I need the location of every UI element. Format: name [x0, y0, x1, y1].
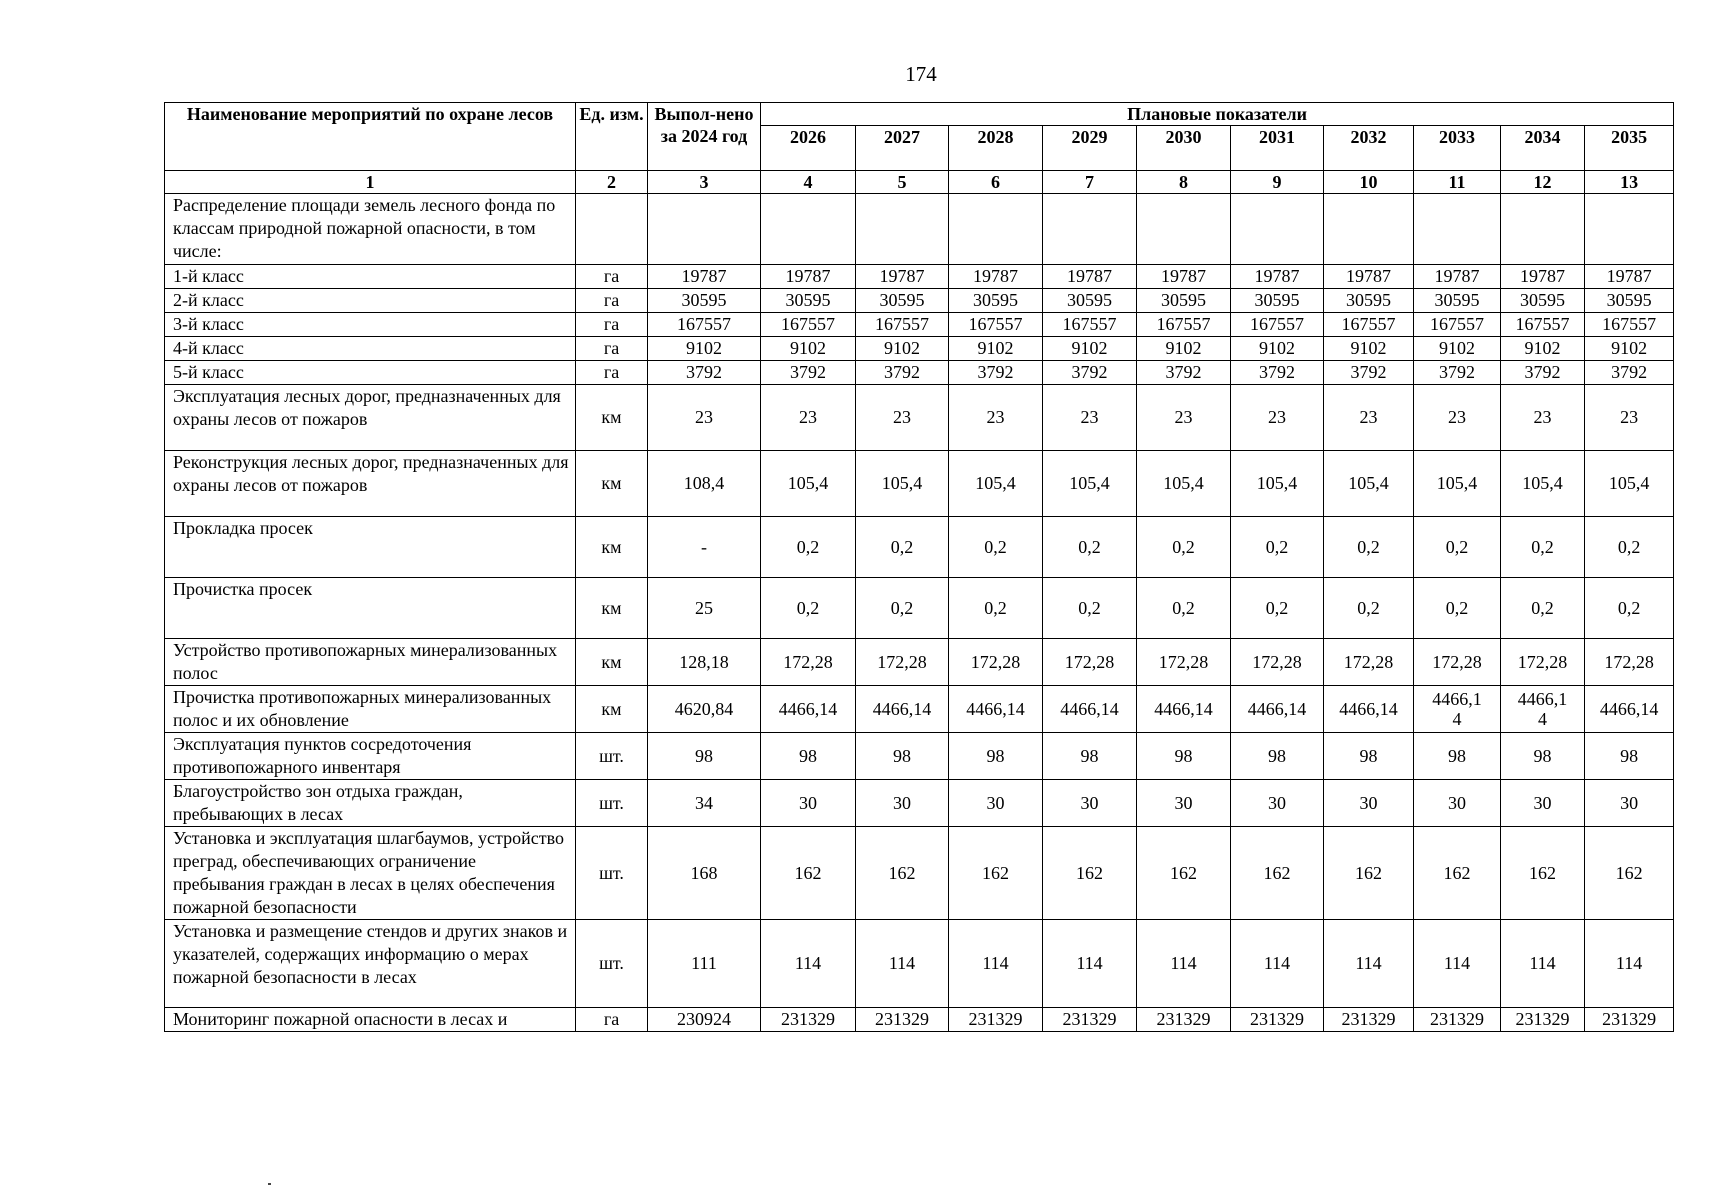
- plan-value-cell: 19787: [856, 265, 949, 289]
- plan-value-cell: 0,2: [761, 517, 856, 578]
- activity-name: 4-й класс: [165, 337, 576, 361]
- unit-cell: шт.: [576, 780, 648, 827]
- plan-value-cell: 4466,14: [856, 686, 949, 733]
- plan-value-cell: 114: [856, 920, 949, 1008]
- table-row: [165, 265, 1674, 289]
- plan-value-cell: 9102: [1137, 337, 1231, 361]
- plan-value-cell: 30595: [1043, 289, 1137, 313]
- plan-value-cell: 167557: [1324, 313, 1414, 337]
- plan-value-cell: [1231, 194, 1324, 265]
- plan-value-cell: 30595: [1414, 289, 1501, 313]
- year-header: 2026: [761, 126, 856, 171]
- unit-cell: [576, 194, 648, 265]
- unit-cell: га: [576, 313, 648, 337]
- plan-value-cell: 114: [761, 920, 856, 1008]
- done-2024-cell: 111: [648, 920, 761, 1008]
- plan-value-cell: 0,2: [949, 517, 1043, 578]
- plan-value-cell: 23: [1324, 385, 1414, 451]
- plan-value-cell: 0,2: [1585, 578, 1674, 639]
- plan-value-cell: 162: [1585, 827, 1674, 920]
- plan-value-cell: 4466,14: [1137, 686, 1231, 733]
- plan-value-cell: 231329: [1414, 1008, 1501, 1032]
- page-number: 174: [905, 62, 937, 86]
- plan-value-cell: 231329: [1231, 1008, 1324, 1032]
- year-header: 2028: [949, 126, 1043, 171]
- plan-value-cell: 105,4: [761, 451, 856, 517]
- table-row: [165, 639, 1674, 686]
- activity-name: Мониторинг пожарной опасности в лесах и: [165, 1008, 576, 1032]
- activity-name: Установка и размещение стендов и других знаков и указателей, содержащих информацию о мерах пожарной безопасности в лесах: [165, 920, 576, 1008]
- unit-cell: км: [576, 385, 648, 451]
- plan-value-cell: 231329: [1324, 1008, 1414, 1032]
- done-2024-cell: 108,4: [648, 451, 761, 517]
- plan-value-cell: 23: [1137, 385, 1231, 451]
- plan-value-cell: [1501, 194, 1585, 265]
- unit-cell: га: [576, 361, 648, 385]
- plan-value-cell: 98: [1231, 733, 1324, 780]
- table-row: [165, 385, 1674, 451]
- plan-value-cell: 172,28: [1137, 639, 1231, 686]
- plan-value-cell: 9102: [949, 337, 1043, 361]
- plan-value-cell: 0,2: [1414, 517, 1501, 578]
- plan-value-cell: 172,28: [1324, 639, 1414, 686]
- plan-value-cell: 0,2: [1501, 578, 1585, 639]
- activity-name: Установка и эксплуатация шлагбаумов, устройство преград, обеспечивающих ограничение пребывания граждан в лесах в целях обеспечения пожарной безопасности: [165, 827, 576, 920]
- plan-value-cell: 19787: [1137, 265, 1231, 289]
- plan-value-cell: 162: [1137, 827, 1231, 920]
- plan-value-cell: 3792: [761, 361, 856, 385]
- table-row: [165, 733, 1674, 780]
- plan-value-cell: 4466,1 4: [1501, 686, 1585, 733]
- plan-value-cell: 162: [1501, 827, 1585, 920]
- column-number: 9: [1231, 171, 1324, 194]
- done-2024-cell: -: [648, 517, 761, 578]
- plan-value-cell: 23: [1501, 385, 1585, 451]
- table-row: [165, 686, 1674, 733]
- plan-value-cell: 30595: [761, 289, 856, 313]
- unit-cell: шт.: [576, 827, 648, 920]
- plan-value-cell: [856, 194, 949, 265]
- column-header-name: Наименование мероприятий по охране лесов: [165, 103, 576, 171]
- plan-value-cell: 167557: [949, 313, 1043, 337]
- plan-value-cell: 105,4: [1414, 451, 1501, 517]
- activity-name: Благоустройство зон отдыха граждан, пребывающих в лесах: [165, 780, 576, 827]
- unit-cell: га: [576, 265, 648, 289]
- plan-value-cell: 98: [1414, 733, 1501, 780]
- table-row: [165, 1008, 1674, 1032]
- column-number: 5: [856, 171, 949, 194]
- table-row: [165, 578, 1674, 639]
- done-2024-cell: 167557: [648, 313, 761, 337]
- plan-value-cell: 23: [856, 385, 949, 451]
- plan-value-cell: 3792: [1231, 361, 1324, 385]
- plan-value-cell: 3792: [1137, 361, 1231, 385]
- done-2024-cell: 19787: [648, 265, 761, 289]
- unit-cell: км: [576, 451, 648, 517]
- column-number: 6: [949, 171, 1043, 194]
- activity-name: Эксплуатация лесных дорог, предназначенных для охраны лесов от пожаров: [165, 385, 576, 451]
- plan-value-cell: 0,2: [761, 578, 856, 639]
- column-number: 11: [1414, 171, 1501, 194]
- plan-value-cell: 105,4: [1137, 451, 1231, 517]
- plan-value-cell: 167557: [1137, 313, 1231, 337]
- plan-value-cell: 30: [1324, 780, 1414, 827]
- plan-value-cell: 4466,14: [761, 686, 856, 733]
- done-2024-cell: 98: [648, 733, 761, 780]
- table-row: [165, 451, 1674, 517]
- plan-value-cell: 3792: [949, 361, 1043, 385]
- plan-value-cell: 0,2: [949, 578, 1043, 639]
- plan-value-cell: 162: [761, 827, 856, 920]
- plan-value-cell: 9102: [1324, 337, 1414, 361]
- plan-value-cell: 3792: [1414, 361, 1501, 385]
- year-header: 2033: [1414, 126, 1501, 171]
- plan-value-cell: 105,4: [1585, 451, 1674, 517]
- plan-value-cell: 4466,14: [1043, 686, 1137, 733]
- plan-value-cell: 162: [949, 827, 1043, 920]
- done-2024-cell: 34: [648, 780, 761, 827]
- plan-value-cell: 98: [1043, 733, 1137, 780]
- table-row: [165, 361, 1674, 385]
- plan-value-cell: 3792: [1585, 361, 1674, 385]
- plan-value-cell: 4466,14: [949, 686, 1043, 733]
- plan-value-cell: 9102: [1501, 337, 1585, 361]
- column-number: 3: [648, 171, 761, 194]
- plan-value-cell: 167557: [1414, 313, 1501, 337]
- plan-value-cell: 23: [1585, 385, 1674, 451]
- plan-value-cell: 9102: [761, 337, 856, 361]
- plan-value-cell: 9102: [1043, 337, 1137, 361]
- plan-value-cell: 0,2: [1324, 578, 1414, 639]
- plan-value-cell: [1043, 194, 1137, 265]
- activity-name: Эксплуатация пунктов сосредоточения противопожарного инвентаря: [165, 733, 576, 780]
- plan-value-cell: 167557: [761, 313, 856, 337]
- done-2024-cell: 168: [648, 827, 761, 920]
- plan-value-cell: 231329: [1043, 1008, 1137, 1032]
- activity-name: 3-й класс: [165, 313, 576, 337]
- plan-value-cell: 30: [1043, 780, 1137, 827]
- scan-artifact: [268, 1183, 271, 1185]
- plan-value-cell: 30: [949, 780, 1043, 827]
- done-2024-cell: 25: [648, 578, 761, 639]
- plan-value-cell: 19787: [1231, 265, 1324, 289]
- plan-value-cell: 30595: [949, 289, 1043, 313]
- plan-value-cell: 4466,1 4: [1414, 686, 1501, 733]
- plan-value-cell: 30595: [1501, 289, 1585, 313]
- plan-value-cell: 0,2: [1137, 578, 1231, 639]
- activity-name: 2-й класс: [165, 289, 576, 313]
- plan-value-cell: 231329: [761, 1008, 856, 1032]
- plan-value-cell: 105,4: [1231, 451, 1324, 517]
- plan-value-cell: [1137, 194, 1231, 265]
- plan-value-cell: 19787: [1324, 265, 1414, 289]
- plan-value-cell: [761, 194, 856, 265]
- forest-protection-table: [164, 102, 1674, 1032]
- plan-value-cell: 105,4: [949, 451, 1043, 517]
- plan-value-cell: 172,28: [761, 639, 856, 686]
- done-2024-cell: 30595: [648, 289, 761, 313]
- unit-cell: км: [576, 578, 648, 639]
- done-2024-cell: 23: [648, 385, 761, 451]
- plan-value-cell: 30595: [1231, 289, 1324, 313]
- plan-value-cell: 231329: [1501, 1008, 1585, 1032]
- plan-value-cell: 30595: [856, 289, 949, 313]
- plan-value-cell: 98: [1501, 733, 1585, 780]
- plan-value-cell: 23: [1231, 385, 1324, 451]
- plan-value-cell: 172,28: [1231, 639, 1324, 686]
- year-header: 2032: [1324, 126, 1414, 171]
- plan-value-cell: 162: [1043, 827, 1137, 920]
- plan-value-cell: 105,4: [856, 451, 949, 517]
- plan-value-cell: 30: [761, 780, 856, 827]
- plan-value-cell: [1414, 194, 1501, 265]
- plan-value-cell: 231329: [949, 1008, 1043, 1032]
- plan-value-cell: 30: [1231, 780, 1324, 827]
- plan-value-cell: 23: [949, 385, 1043, 451]
- plan-value-cell: 0,2: [1231, 578, 1324, 639]
- unit-cell: км: [576, 517, 648, 578]
- plan-value-cell: 30: [1501, 780, 1585, 827]
- column-header-plan: Плановые показатели: [761, 103, 1674, 126]
- plan-value-cell: 0,2: [1137, 517, 1231, 578]
- plan-value-cell: 98: [1137, 733, 1231, 780]
- plan-value-cell: 231329: [1137, 1008, 1231, 1032]
- plan-value-cell: 172,28: [949, 639, 1043, 686]
- plan-value-cell: 114: [949, 920, 1043, 1008]
- table-row: [165, 194, 1674, 265]
- plan-value-cell: 172,28: [1501, 639, 1585, 686]
- plan-value-cell: 114: [1324, 920, 1414, 1008]
- plan-value-cell: [949, 194, 1043, 265]
- year-header: 2027: [856, 126, 949, 171]
- plan-value-cell: 114: [1043, 920, 1137, 1008]
- unit-cell: шт.: [576, 920, 648, 1008]
- activity-name: Прочистка противопожарных минерализованных полос и их обновление: [165, 686, 576, 733]
- plan-value-cell: 172,28: [1585, 639, 1674, 686]
- column-number: 2: [576, 171, 648, 194]
- plan-value-cell: 98: [1585, 733, 1674, 780]
- table-body: [165, 194, 1674, 1032]
- plan-value-cell: 19787: [1585, 265, 1674, 289]
- table-row: [165, 337, 1674, 361]
- unit-cell: га: [576, 337, 648, 361]
- plan-value-cell: 4466,14: [1324, 686, 1414, 733]
- column-number: 12: [1501, 171, 1585, 194]
- plan-value-cell: 105,4: [1324, 451, 1414, 517]
- plan-value-cell: 0,2: [1585, 517, 1674, 578]
- plan-value-cell: 23: [1414, 385, 1501, 451]
- plan-value-cell: [1324, 194, 1414, 265]
- header-row: [165, 103, 1674, 126]
- plan-value-cell: 30: [1585, 780, 1674, 827]
- year-header: 2031: [1231, 126, 1324, 171]
- plan-value-cell: 114: [1501, 920, 1585, 1008]
- year-header: 2029: [1043, 126, 1137, 171]
- plan-value-cell: 19787: [1501, 265, 1585, 289]
- plan-value-cell: 0,2: [1231, 517, 1324, 578]
- plan-value-cell: 114: [1414, 920, 1501, 1008]
- plan-value-cell: 19787: [1043, 265, 1137, 289]
- activity-name: Реконструкция лесных дорог, предназначенных для охраны лесов от пожаров: [165, 451, 576, 517]
- table-row: [165, 780, 1674, 827]
- table-row: [165, 517, 1674, 578]
- plan-value-cell: 0,2: [1324, 517, 1414, 578]
- table-row: [165, 289, 1674, 313]
- plan-value-cell: 19787: [1414, 265, 1501, 289]
- plan-value-cell: 30: [1137, 780, 1231, 827]
- plan-value-cell: 0,2: [1414, 578, 1501, 639]
- plan-value-cell: 30595: [1585, 289, 1674, 313]
- plan-value-cell: 19787: [949, 265, 1043, 289]
- unit-cell: шт.: [576, 733, 648, 780]
- unit-cell: га: [576, 289, 648, 313]
- plan-value-cell: 167557: [1231, 313, 1324, 337]
- plan-value-cell: 98: [856, 733, 949, 780]
- table-row: [165, 313, 1674, 337]
- plan-value-cell: 98: [1324, 733, 1414, 780]
- plan-value-cell: 4466,14: [1231, 686, 1324, 733]
- unit-cell: га: [576, 1008, 648, 1032]
- plan-value-cell: 30595: [1324, 289, 1414, 313]
- done-2024-cell: 3792: [648, 361, 761, 385]
- year-header: 2030: [1137, 126, 1231, 171]
- plan-value-cell: 9102: [1231, 337, 1324, 361]
- plan-value-cell: 114: [1231, 920, 1324, 1008]
- column-numbers-row: [165, 171, 1674, 194]
- plan-value-cell: 114: [1585, 920, 1674, 1008]
- column-number: 1: [165, 171, 576, 194]
- activity-name: Прокладка просек: [165, 517, 576, 578]
- column-number: 8: [1137, 171, 1231, 194]
- activity-name: 1-й класс: [165, 265, 576, 289]
- year-header: 2034: [1501, 126, 1585, 171]
- plan-value-cell: 172,28: [1043, 639, 1137, 686]
- column-number: 4: [761, 171, 856, 194]
- done-2024-cell: 230924: [648, 1008, 761, 1032]
- plan-value-cell: 172,28: [856, 639, 949, 686]
- column-number: 13: [1585, 171, 1674, 194]
- done-2024-cell: 9102: [648, 337, 761, 361]
- forest-protection-table-container: [164, 102, 1674, 1032]
- activity-name: Распределение площади земель лесного фонда по классам природной пожарной опасности, в том числе:: [165, 194, 576, 265]
- unit-cell: км: [576, 686, 648, 733]
- plan-value-cell: 162: [1231, 827, 1324, 920]
- plan-value-cell: 3792: [856, 361, 949, 385]
- plan-value-cell: 30: [856, 780, 949, 827]
- plan-value-cell: 3792: [1324, 361, 1414, 385]
- plan-value-cell: 0,2: [1043, 578, 1137, 639]
- done-2024-cell: 4620,84: [648, 686, 761, 733]
- plan-value-cell: 167557: [1501, 313, 1585, 337]
- plan-value-cell: 167557: [1043, 313, 1137, 337]
- plan-value-cell: 9102: [856, 337, 949, 361]
- plan-value-cell: 105,4: [1501, 451, 1585, 517]
- activity-name: Устройство противопожарных минерализованных полос: [165, 639, 576, 686]
- table-row: [165, 920, 1674, 1008]
- plan-value-cell: 9102: [1585, 337, 1674, 361]
- plan-value-cell: 0,2: [1043, 517, 1137, 578]
- table-header: [165, 103, 1674, 194]
- plan-value-cell: 162: [856, 827, 949, 920]
- plan-value-cell: 23: [761, 385, 856, 451]
- plan-value-cell: 231329: [1585, 1008, 1674, 1032]
- plan-value-cell: [1585, 194, 1674, 265]
- column-header-unit: Ед. изм.: [576, 103, 648, 171]
- plan-value-cell: 167557: [856, 313, 949, 337]
- column-header-done: Выпол-нено за 2024 год: [648, 103, 761, 171]
- plan-value-cell: 98: [949, 733, 1043, 780]
- plan-value-cell: 231329: [856, 1008, 949, 1032]
- plan-value-cell: 23: [1043, 385, 1137, 451]
- plan-value-cell: 9102: [1414, 337, 1501, 361]
- plan-value-cell: 3792: [1501, 361, 1585, 385]
- plan-value-cell: 172,28: [1414, 639, 1501, 686]
- activity-name: 5-й класс: [165, 361, 576, 385]
- plan-value-cell: 30595: [1137, 289, 1231, 313]
- column-number: 10: [1324, 171, 1414, 194]
- plan-value-cell: 105,4: [1043, 451, 1137, 517]
- year-header: 2035: [1585, 126, 1674, 171]
- plan-value-cell: 4466,14: [1585, 686, 1674, 733]
- plan-value-cell: 98: [761, 733, 856, 780]
- activity-name: Прочистка просек: [165, 578, 576, 639]
- plan-value-cell: 114: [1137, 920, 1231, 1008]
- plan-value-cell: 0,2: [1501, 517, 1585, 578]
- plan-value-cell: 162: [1324, 827, 1414, 920]
- plan-value-cell: 0,2: [856, 578, 949, 639]
- plan-value-cell: 3792: [1043, 361, 1137, 385]
- table-row: [165, 827, 1674, 920]
- plan-value-cell: 19787: [761, 265, 856, 289]
- plan-value-cell: 0,2: [856, 517, 949, 578]
- unit-cell: км: [576, 639, 648, 686]
- done-2024-cell: 128,18: [648, 639, 761, 686]
- plan-value-cell: 30: [1414, 780, 1501, 827]
- column-number: 7: [1043, 171, 1137, 194]
- plan-value-cell: 162: [1414, 827, 1501, 920]
- plan-value-cell: 167557: [1585, 313, 1674, 337]
- done-2024-cell: [648, 194, 761, 265]
